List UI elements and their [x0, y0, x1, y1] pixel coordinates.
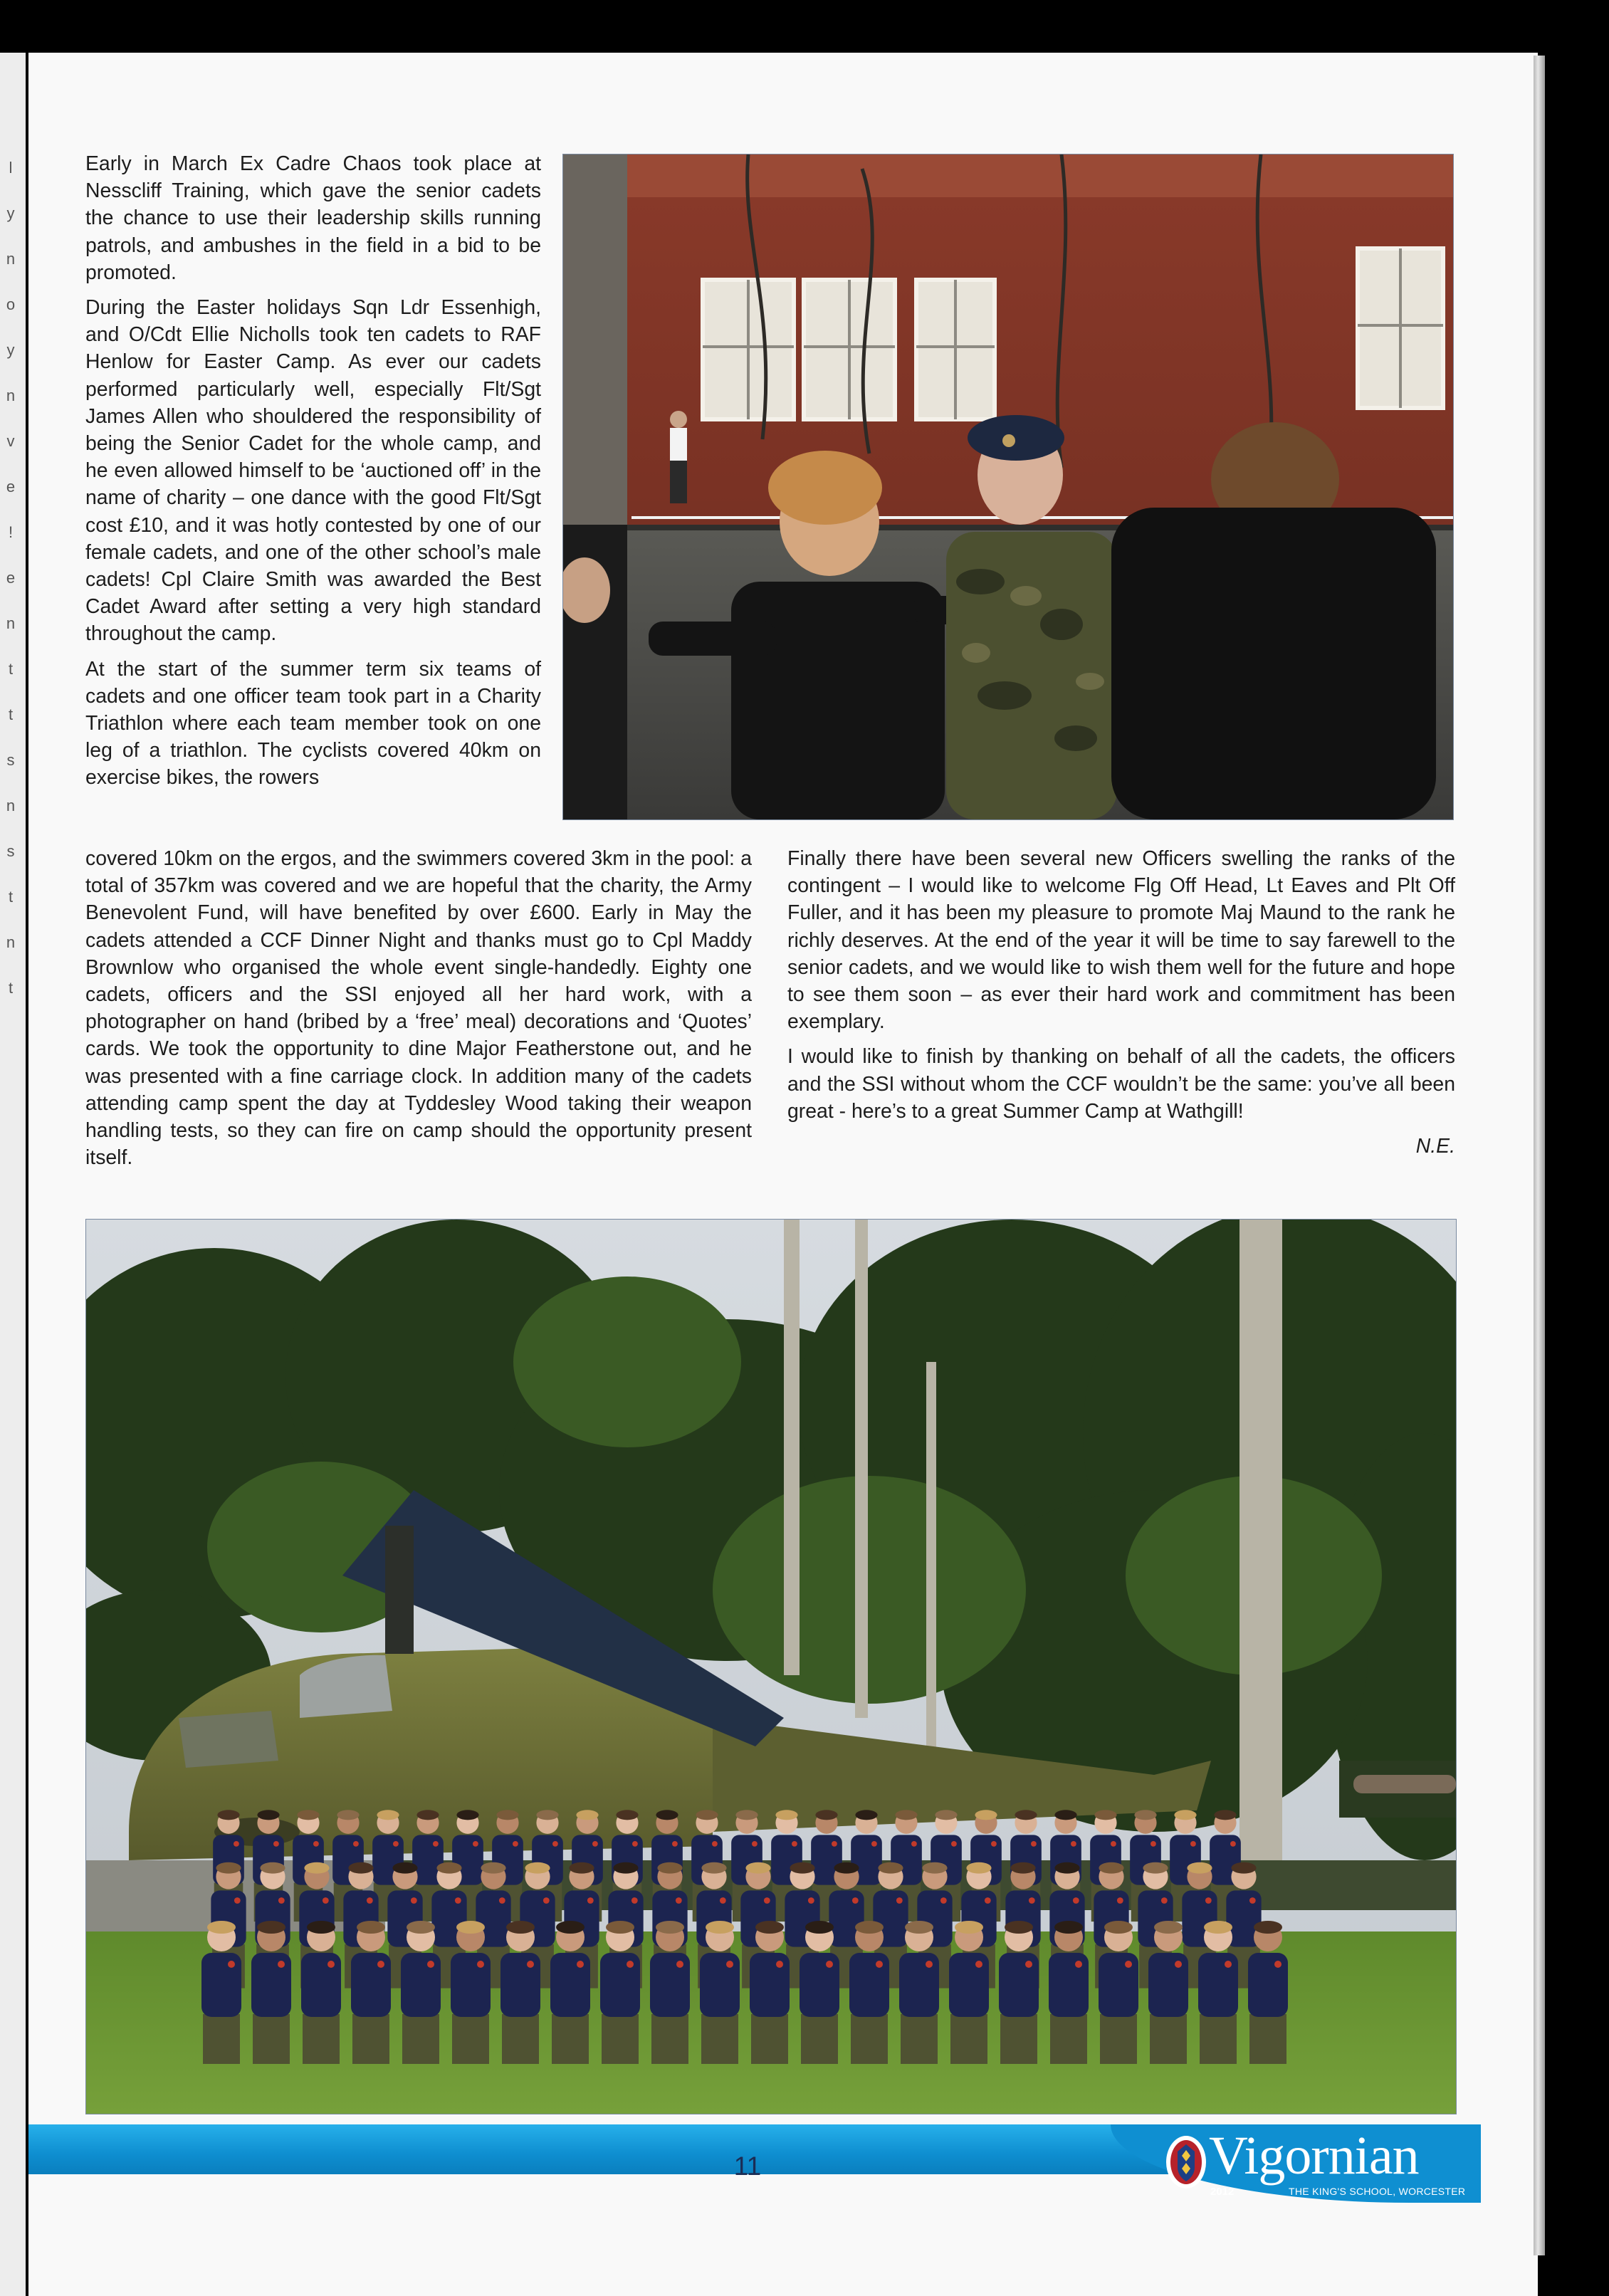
facing-letter: o	[6, 295, 16, 313]
facing-letter: t	[8, 888, 14, 906]
photo-cadets-drawing	[563, 154, 1453, 819]
facing-letter: l	[9, 159, 13, 177]
paragraph-new-officers: Finally there have been several new Officers swelling the ranks of the contingent – I would like to welcome Flg Off Head, Lt Eaves and Plt Off Fuller, and it has been my pleasure to promote Maj Maund to the rank he richly deserves. At the end of the year it will be time to say farewell to the senior cadets, and we would like to wish them well for the future and hope to see them soon – as ever their hard work and commitment has been exemplary.	[787, 847, 1455, 1034]
magazine-year: 2012	[1210, 2186, 1235, 2198]
paragraph-cadre-chaos: Early in March Ex Cadre Chaos took place at Nesscliff Training, which gave the senior cadets the chance to use their leadership skills running patrols, and ambushes in the field in a bid to be promoted.	[85, 152, 541, 284]
article-column-left-bottom	[85, 845, 752, 1179]
facing-letter: e	[6, 569, 16, 587]
facing-letter: t	[8, 660, 14, 678]
paragraph-easter-camp: During the Easter holidays Sqn Ldr Essenhigh, and O/Cdt Ellie Nicholls took ten cadets to RAF Henlow for Easter Camp. As ever our cadets performed particularly well, especially Flt/Sgt James Allen who shouldered the responsibility of being the Senior Cadet for the whole camp, and he even allowed himself to be ‘auctioned off’ in the name of charity – one dance with the good Flt/Sgt cost £10, and it was hotly contested by one of our female cadets, and one of the other school’s male cadets! Cpl Claire Smith was awarded the Best Cadet Award after setting a very high standard throughout the camp.	[85, 296, 541, 646]
school-name: THE KING'S SCHOOL, WORCESTER	[1289, 2186, 1466, 2197]
author-signature: N.E.	[1415, 1135, 1455, 1158]
facing-letter: n	[6, 250, 16, 268]
facing-letter: v	[6, 432, 15, 450]
facing-letter: n	[6, 614, 16, 632]
facing-letter: s	[6, 751, 15, 769]
page-stack-edge	[1534, 56, 1545, 2255]
paragraph-thanks: I would like to finish by thanking on behalf of all the cadets, the officers and the SSI without whom the CCF wouldn’t be the same: you’ve all been great - here’s to a great Summer Camp at Wathgill!	[787, 1045, 1455, 1123]
facing-letter: y	[6, 341, 15, 359]
facing-letter: e	[6, 478, 16, 496]
facing-page-strip	[0, 53, 26, 2296]
facing-letter: n	[6, 387, 16, 404]
article-column-left-top	[85, 150, 541, 800]
facing-letter: t	[8, 979, 14, 997]
school-crest-icon	[1165, 2134, 1207, 2190]
facing-letter: y	[6, 204, 15, 222]
magazine-title: Vigornian	[1209, 2126, 1419, 2186]
facing-letter: n	[6, 933, 16, 951]
paragraph-triathlon: At the start of the summer term six teams of cadets and one officer team took part in a Charity Triathlon where each team member took on one leg of a triathlon. The cyclists covered 40km on exercise bikes, the rowers	[85, 657, 541, 790]
facing-page-letters	[4, 145, 17, 1011]
photo-group-drawing	[86, 1220, 1456, 2114]
facing-letter: s	[6, 842, 15, 860]
facing-letter: t	[8, 706, 14, 723]
facing-letter: n	[6, 797, 16, 814]
photo-cadets-outside-building	[562, 154, 1454, 820]
photo-group-with-helicopter	[85, 1219, 1457, 2114]
facing-letter: !	[8, 523, 14, 541]
article-column-right	[787, 845, 1455, 1168]
page-number: 11	[733, 2151, 762, 2181]
paragraph-dinner-night: covered 10km on the ergos, and the swimmers covered 3km in the pool: a total of 357km was covered and we are hopeful that the charity, the Army Benevolent Fund, will have benefited by over £600. Early in May the cadets attended a CCF Dinner Night and thanks must go to Cpl Maddy Brownlow who organised the whole event single-handedly. Eighty one cadets, officers and the SSI enjoyed all her hard work, with a photographer on hand (bribed by a ‘free’ meal) decorations and ‘Quotes’ cards. We took the opportunity to dine Major Featherstone out, and he was presented with a fine carriage clock. In addition many of the cadets attending camp spent the day at Tyddesley Wood taking their weapon handling tests, so they can fire on camp should the opportunity present itself.	[85, 847, 752, 1170]
